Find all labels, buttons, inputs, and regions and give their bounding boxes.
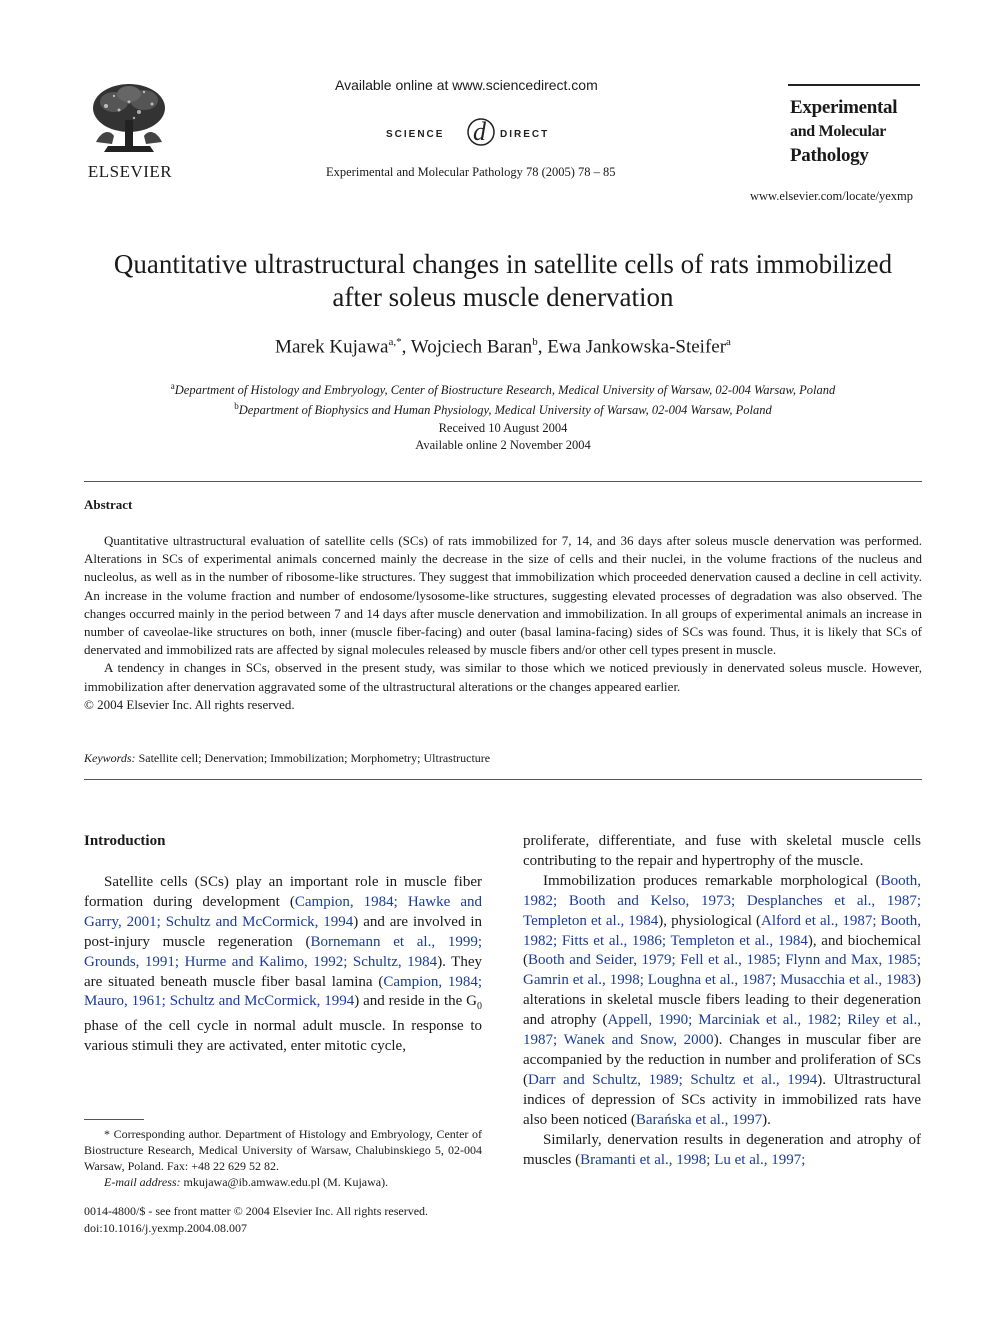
- page-footer: [84, 1203, 428, 1237]
- journal-title-line2: and Molecular: [790, 123, 887, 140]
- citation-link[interactable]: Barańska et al., 1997: [635, 1111, 763, 1128]
- doi-line[interactable]: doi:10.1016/j.yexmp.2004.08.007: [84, 1221, 247, 1235]
- sd-left-text: SCIENCE: [386, 129, 445, 140]
- journal-title-line3: Pathology: [790, 145, 869, 166]
- keywords-label: Keywords:: [84, 751, 136, 765]
- left-column: [84, 873, 482, 1057]
- journal-title-line1: Experimental: [790, 97, 898, 118]
- journal-url[interactable]: www.elsevier.com/locate/yexmp: [750, 189, 914, 203]
- intro-paragraph-1: Satellite cells (SCs) play an important role in muscle fiber formation during development (Campion, 1984; Hawke and Garry, 2001; Schultz and McCormick, 1994) and are involved in post-injury muscle regeneration (Bornemann et al., 1999; Grounds, 1991; Hurme and Kalimo, 1992; Schultz, 1984). They are situated beneath muscle fiber basal lamina (Campion, 1984; Mauro, 1961; Schultz and McCormick, 1994) and reside in the $G_0$ phase of the cell cycle in normal adult muscle. In response to various stimuli they are activated, enter mitotic cycle,: [84, 874, 483, 1055]
- available-date: Available online 2 November 2004: [415, 438, 591, 452]
- journal-reference: Experimental and Molecular Pathology 78 (2005) 78 – 85: [326, 165, 616, 179]
- author-sup: b: [532, 336, 538, 348]
- journal-title-rule: [788, 84, 920, 86]
- introduction-heading: Introduction: [84, 833, 166, 849]
- front-matter-line: 0014-4800/$ - see front matter © 2004 Elsevier Inc. All rights reserved.: [84, 1204, 429, 1218]
- abstract-body: [84, 532, 922, 714]
- svg-text:d: d: [473, 117, 486, 146]
- affiliation-a: $^a$Department of Histology and Embryology, Center of Biostructure Research, Medical University of Warsaw, 02-004 Warsaw, Poland: [170, 381, 836, 398]
- citation-link[interactable]: Alford et al., 1987; Booth, 1982; Fitts et al., 1986; Templeton et al., 1984: [523, 912, 921, 949]
- abstract-heading: Abstract: [84, 497, 133, 512]
- intro-paragraph-3: Similarly, denervation results in degeneration and atrophy of muscles (Bramanti et al., 1998; Lu et al., 1997;: [523, 1131, 921, 1168]
- sd-right-text: DIRECT: [500, 129, 550, 140]
- citation-link[interactable]: Appell, 1990; Marciniak et al., 1982; Riley et al., 1987; Wanek and Snow, 2000: [523, 1012, 921, 1049]
- title-line1: Quantitative ultrastructural changes in satellite cells of rats immobilized: [113, 249, 893, 279]
- email-address[interactable]: mkujawa@ib.amwaw.edu.pl (M. Kujawa).: [183, 1175, 389, 1189]
- publisher-name: ELSEVIER: [87, 162, 173, 181]
- affiliations: [84, 378, 922, 418]
- affiliation-b: $^b$Department of Biophysics and Human Physiology, Medical University of Warsaw, 02-004 Warsaw, Poland: [234, 401, 772, 418]
- author-name[interactable]: Wojciech Baran: [410, 336, 533, 358]
- citation-link[interactable]: Darr and Schultz, 1989; Schultz et al., 1994: [528, 1071, 818, 1088]
- article-dates: [84, 420, 922, 454]
- author-name[interactable]: Marek Kujawa: [275, 336, 389, 358]
- citation-link[interactable]: Booth and Seider, 1979; Fell et al., 1985; Flynn and Max, 1985; Gamrin et al., 1998; Loughna et al., 1987; Musacchia et al., 1983: [523, 952, 921, 989]
- abstract-top-rule: [84, 481, 922, 482]
- author-sup: a,*: [388, 336, 402, 348]
- received-date: Received 10 August 2004: [438, 421, 568, 435]
- article-title: [84, 248, 922, 314]
- citation-link[interactable]: Booth, 1982; Booth and Kelso, 1973; Desplanches et al., 1987; Templeton et al., 1984: [523, 872, 921, 929]
- keywords: [84, 751, 490, 766]
- citation-link[interactable]: Bramanti et al., 1998; Lu et al., 1997;: [580, 1151, 806, 1168]
- keywords-text: Satellite cell; Denervation; Immobilization; Morphometry; Ultrastructure: [138, 751, 491, 765]
- abstract-copyright: © 2004 Elsevier Inc. All rights reserved.: [84, 696, 295, 712]
- title-line2: after soleus muscle denervation: [332, 282, 674, 312]
- author-sup: a: [726, 336, 731, 348]
- sciencedirect-logo: [386, 112, 576, 154]
- citation-link[interactable]: Campion, 1984; Mauro, 1961; Schultz and McCormick, 1994: [84, 973, 482, 1010]
- abstract-paragraph-2: A tendency in changes in SCs, observed in the present study, was similar to those which we noticed previously in denervated soleus muscle. However, immobilization after denervation aggravated some of the ultrastructural alterations or the changes appeared earlier.: [84, 660, 922, 694]
- corresponding-author-footnote: * Corresponding author. Department of Histology and Embryology, Center of Biostructure Research, Medical University of Warsaw, Chalubinskiego 5, 02-004 Warsaw, Poland. Fax: +48 22 629 52 82. E-mail address: mkujawa@ib.amwaw.edu.pl (M. Kujawa).: [84, 1127, 482, 1189]
- intro-paragraph-continued: proliferate, differentiate, and fuse with skeletal muscle cells contributing to the repair and hypertrophy of the muscle.: [523, 833, 921, 869]
- author-name[interactable]: Ewa Jankowska-Steifer: [547, 336, 727, 358]
- journal-title: [790, 96, 897, 168]
- citation-link[interactable]: Bornemann et al., 1999; Grounds, 1991; Hurme and Kalimo, 1992; Schultz, 1984: [84, 933, 482, 970]
- available-online: Available online at www.sciencedirect.com: [335, 77, 598, 93]
- abstract-bottom-rule: [84, 779, 922, 780]
- footnote-rule: [84, 1119, 144, 1120]
- author-list: Marek Kujawa$^{a,*}$, Wojciech Baran$^b$, Ewa Jankowska-Steifer$^a$: [275, 336, 731, 358]
- abstract-paragraph-1: Quantitative ultrastructural evaluation of satellite cells (SCs) of rats immobilized for 7, 14, and 36 days after soleus muscle denervation was performed. Alterations in SCs of experimental animals concerned mainly the decrease in the size of cells and their nuclei, in the volume fractions of the nucleus and nucleolus, as well as in the number of ribosome-like structures. They suggest that immobilization which proceeded denervation caused a decline in cell activity. An increase in the volume fraction and number of endosome/lysosome-like structures, suggesting elevated processes of degradation was also observed. The changes occurred mainly in the period between 7 and 14 days after muscle denervation and immobilization. In all groups of experimental animals an increase in number of caveolae-like structures on both, inner (muscle fiber-facing) and outer (basal lamina-facing) sides of SCs was found. Thus, it is likely that SCs of denervated and immobilized rats are affected by signal molecules released by muscle fibers and/or other cell types present in muscle.: [84, 533, 922, 658]
- intro-paragraph-2: Immobilization produces remarkable morphological (Booth, 1982; Booth and Kelso, 1973; Desplanches et al., 1987; Templeton et al., 1984), physiological (Alford et al., 1987; Booth, 1982; Fitts et al., 1986; Templeton et al., 1984), and biochemical (Booth and Seider, 1979; Fell et al., 1985; Flynn and Max, 1985; Gamrin et al., 1998; Loughna et al., 1987; Musacchia et al., 1983) alterations in skeletal muscle fibers leading to their degeneration and atrophy (Appell, 1990; Marciniak et al., 1982; Riley et al., 1987; Wanek and Snow, 2000). Changes in muscular fiber are accompanied by the reduction in number and proliferation of SCs (Darr and Schultz, 1989; Schultz et al., 1994). Ultrastructural indices of depression of SCs activity in immobilized rats have also been noticed (Barańska et al., 1997).: [523, 872, 921, 1128]
- right-column: [523, 832, 921, 1170]
- citation-link[interactable]: Campion, 1984; Hawke and Garry, 2001; Schultz and McCormick, 1994: [84, 893, 482, 930]
- email-label: E-mail address:: [104, 1175, 181, 1189]
